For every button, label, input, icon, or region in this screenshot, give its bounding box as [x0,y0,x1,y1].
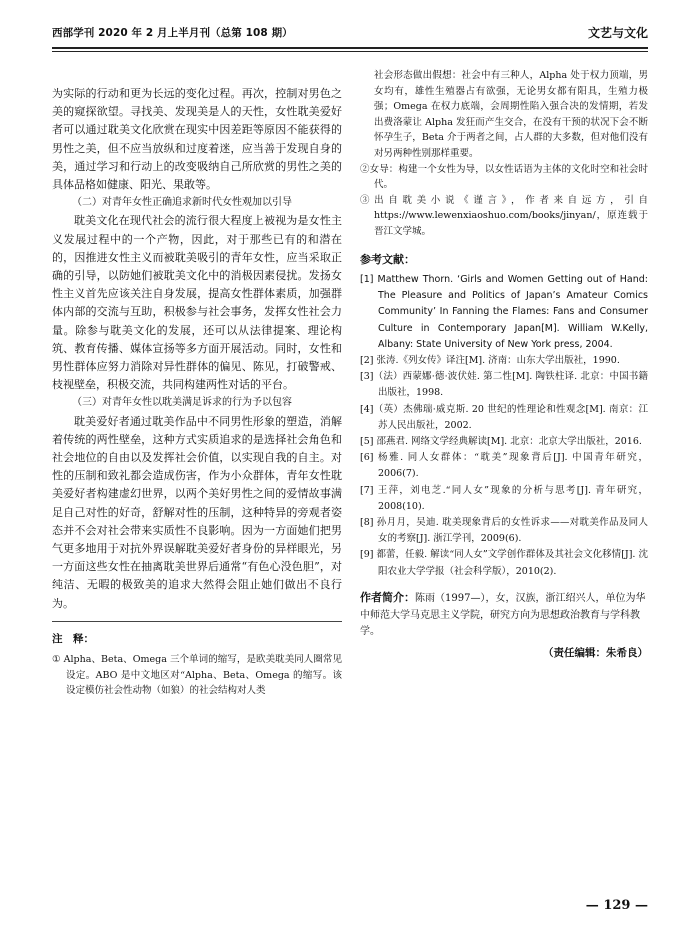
editor-credit: （责任编辑：朱希良） [543,647,648,660]
footnote: ③出自耽美小说《谨言》，作者来自远方，引自 https://www.lewenxiaoshuo.com/books/jinyan/，原连载于晋江文学城。 [360,194,648,237]
author-text: 陈雨（1997—），女，汉族，浙江绍兴人，单位为华中师范大学马克思主义学院，研究方向为思想政治教育与学科教学。 [360,592,646,638]
paragraph: 为实际的行动和更为长远的变化过程。再次，控制对男色之美的窥探欲望。寻找美、发现美是人的天性，女性耽美爱好者可以通过耽美文化欣赏在现实中因差距等原因不能获得的男性之美，但不应当放纵和过度着迷，应当善于发现自身的美，通过学习和行动上的改变吸纳自己所欣赏的男性之美的具体品格如健康、阳光、果敢等。 [52,87,342,192]
reference-item: [8] 孙月月，吴迪. 耽美现象背后的女性诉求——对耽美作品及同人女的考察[J]. 浙江学刊，2009(6). [360,517,648,545]
reference-item: [2] 张涛.《列女传》译注[M]. 济南：山东大学出版社，1990. [360,355,620,367]
right-column [360,68,648,662]
reference-item: [9] 都蕾，任毅. 解读“同人女”文学创作群体及其社会文化移情[J]. 沈阳农业大学学报（社会科学版），2010(2). [360,549,648,577]
author-info [360,590,648,641]
page-header [52,22,648,44]
section-title: 文艺与文化 [587,26,648,40]
reference-item: [4]（英）杰佛瑞·威克斯. 20 世纪的性理论和性观念[M]. 南京：江苏人民出版社，2002. [360,403,648,431]
header-rule [52,47,648,49]
notes-divider [52,621,342,622]
author-label: 作者简介： [360,590,415,604]
footnote: ① Alpha、Beta、Omega 三个单词的缩写，是欧美耽美同人圈常见设定。ABO 是中文地区对“Alpha、Beta、Omega 的缩写。该设定模仿社会性动物（如狼）的社会结构对人类 [52,654,342,697]
paragraph: 耽美爱好者通过耽美作品中不同男性形象的塑造，消解着传统的两性壁垒，这种方式实质追求的是选择社会角色和社会地位的自由以及发挥社会价值，以实现自我的自主。对性的压制和致礼都会造成伤害，作为小众群体，青年女性耽美爱好者构建虚幻世界，以两个美好男性之间的爱情故事满足自己对性的好奇，舒解对性的压制，这种特异的旁观者姿态并不会对社会带来实质性不良影响。因为一方面她们把男气更多地用于对抗外界误解耽美爱好者身份的异样眼光，另一方面这些女性在抽离耽美世界后通常“有色心没色胆”，对纯洁、无暇的极致美的追求大然得会阻止她们做出不良行为。 [52,414,342,610]
footnote-continued: 社会形态做出假想：社会中有三种人，Alpha 处于权力顶端，男女均有，雄性生殖器占有欲强，无论男女都有阳具，生殖力极强；Omega 在权力底端，会周期性陷入强合决的发情期，若发出费洛蒙让 Alpha 发狂而产生交合，在没有干预的状况下会不断怀孕生子，Beta 介于两者之间，占人群的大多数，但对他们没有对另两种性别那样重要。 [374,70,648,159]
references-list [360,272,648,580]
paragraph: 耽美文化在现代社会的流行很大程度上被视为是女性主义发展过程中的一个产物，因此，对于那些已有的和潜在的，因推进女性主义而被耽美吸引的青年女性，应当采取正确的引导，以防她们被耽美文化中的消极因素侵扰。发扬女性主义首先应该关注自身发展，提高女性群体素质，加强群体内部的交流与互助，积极参与社会事务，发挥女性社会力量。除参与耽美文化的发展，还可以从法律提案、理论构筑、教育传播、媒体宣扬等多方面开展活动。同时，女性和男性群体应努力消除对异性群体的偏见、陈见，打破警戒、枝视壁垒，积极交流，共同构建两性对话的平台。 [52,214,342,392]
left-column [52,85,342,699]
reference-item: [6] 杨雅. 同人女群体：“耽美”现象背后[J]. 中国青年研究，2006(7). [360,452,648,480]
reference-item: [3]（法）西蒙娜·德·波伏娃. 第二性[M]. 陶铁柱译. 北京：中国书籍出版社，1998. [360,371,648,399]
journal-title: 西部学刊 2020 年 2 月上半月刊（总第 108 期） [52,27,293,39]
reference-item: [5] 邵燕君. 网络文学经典解读[M]. 北京：北京大学出版社，2016. [360,436,642,448]
references-title: 参考文献： [360,252,415,266]
footnote: ②女导：构建一个女性为导，以女性话语为主体的文化时空和社会时代。 [360,163,648,191]
subheading: （三）对青年女性以耽美满足诉求的行为予以包容 [72,397,292,409]
reference-item: [1] Matthew Thorn. ‘Girls and Women Getting out of Hand: The Pleasure and Politics of Japan’s Amateur Comics Community’ In Fanning the Flames: Fans and Consumer Culture in Contemporary Japan[M]. William W.Kelly, Albany: State University of New York press, 2004. [360,274,648,350]
reference-item: [7] 王萍，刘电芝.“同人女”现象的分析与思考[J]. 青年研究，2008(10). [360,484,648,512]
header-rule-thin [52,51,648,52]
notes-title: 注 释： [52,632,94,645]
subheading: （二）对青年女性正确追求新时代女性观加以引导 [72,197,292,209]
page-number: — 129 — [585,898,648,913]
